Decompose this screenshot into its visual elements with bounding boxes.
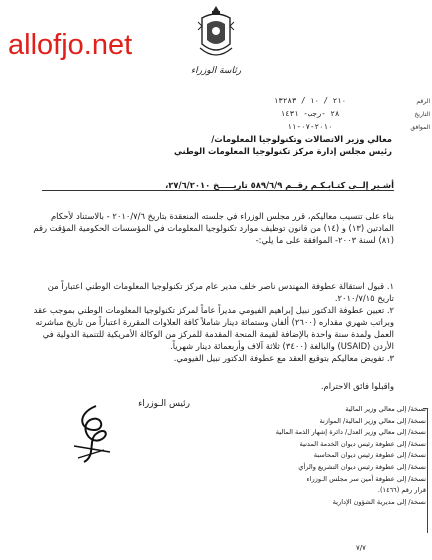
copies-list <box>248 404 426 508</box>
reference-label-corresponding: الموافق <box>410 124 430 131</box>
reference-hijri-date: ٢٨ -رجب- ١٤٣١ <box>280 109 340 118</box>
watermark-text: allofjo.net <box>8 29 133 61</box>
subject-underline <box>42 190 394 191</box>
cc-item: نسخة/ إلى معالي وزير المالية/ الموازنة <box>319 416 426 425</box>
cc-item: قرار رقم (١٤٦٦). <box>377 486 426 495</box>
addressee <box>160 133 392 157</box>
addressee-line-2: رئيس مجلس إدارة مركز تكنولوجيا المعلومات الوطني <box>174 146 392 156</box>
handwritten-signature <box>66 400 126 470</box>
cc-item: نسخة/ إلى معالي وزير العدل/ دائرة إشهار الذمة المالية <box>275 428 426 437</box>
cc-item: نسخة/ إلى مديرية الشؤون الإدارية <box>332 497 426 506</box>
subject-line: أشـير إلــى كتـابـكـم رقــم ٥٨٩/٦/٩ تاريـــــخ ٢٧/٦/٢٠١٠، <box>165 180 394 190</box>
decision-item-3: ٣. تفويض معاليكم بتوقيع العقد مع عطوفة الدكتور نبيل الفيومي. <box>173 353 394 363</box>
addressee-line-1: معالي وزير الاتصالات وتكنولوجيا المعلومات/ <box>211 134 392 144</box>
decision-item-2: ٢. تعيين عطوفة الدكتور نبيل إبراهيم الفيومي مديراً عاماً لمركز تكنولوجيا المعلومات الوطني بموجب عقد وبراتب شهري مقداره (٢٦٠٠) ألفان وستمائة دينار شاملاً كافة العلاوات المقررة اعتباراً من تاريخ مباشرته العمل ولمدة سنة واحدة بالإضافة لقيمة المنحة المقدمة للمركز من الوكالة الأمريكية للتنمية الدولية في الأردن (USAID) والبالغة (٣٤٠٠) ثلاثة آلاف وأربعمائة دينار شهرياً. <box>33 305 394 351</box>
minister-title: رئيس الـوزراء <box>138 399 190 409</box>
reference-gregorian-date: ٢٠١٠-٠٧-١١ <box>287 122 333 131</box>
body-paragraph: بناء على تنسيب معاليكم، قرر مجلس الوزراء في جلسته المنعقدة بتاريخ ٢٠١٠/٧/٦ - بالاستناد لأحكام المادتين (١٣) و (١٤) من قانون توظيف موارد تكنولوجيا المعلومات في المؤسسات الحكومية المؤقت رقم (٨١) لسنة ٢٠٠٣- الموافقة على ما يلي:- <box>33 211 394 245</box>
reference-number: ٢١٠ / ١٠ / ١٣٢٨٣ <box>273 96 347 105</box>
cc-item: نسخة/ إلى عطوفة رئيس ديوان التشريع والرأي <box>298 462 426 471</box>
cc-item: نسخة/ إلى عطوفة رئيس ديوان الخدمة المدنية <box>299 439 426 448</box>
reference-label-date: التاريخ <box>414 111 430 118</box>
reference-values <box>236 94 384 133</box>
jordan-coat-of-arms-icon <box>196 4 236 64</box>
reference-label-number: الرقم <box>416 98 430 105</box>
closing-text: واقبلوا فائق الاحترام. <box>320 381 394 391</box>
decision-item-1: ١. قبول استقالة عطوفة المهندس ناصر خلف مدير عام مركز تكنولوجيا المعلومات الوطني اعتباراً من تاريخ ٢٠١٠/٧/١٥. <box>47 281 394 303</box>
reference-labels <box>400 95 430 134</box>
office-name: رئاسة الوزراء <box>190 66 242 76</box>
cc-item: نسخة/ إلى معالي وزير المالية <box>345 405 426 413</box>
cc-item: نسخة/ إلى عطوفة رئيس ديوان المحاسبة <box>313 451 426 460</box>
footer-date: ٧/٧ <box>356 544 366 552</box>
decision-list <box>32 280 394 364</box>
cc-item: نسخة/ إلى عطوفة أمين سر مجلس الـوزراء <box>306 474 426 483</box>
